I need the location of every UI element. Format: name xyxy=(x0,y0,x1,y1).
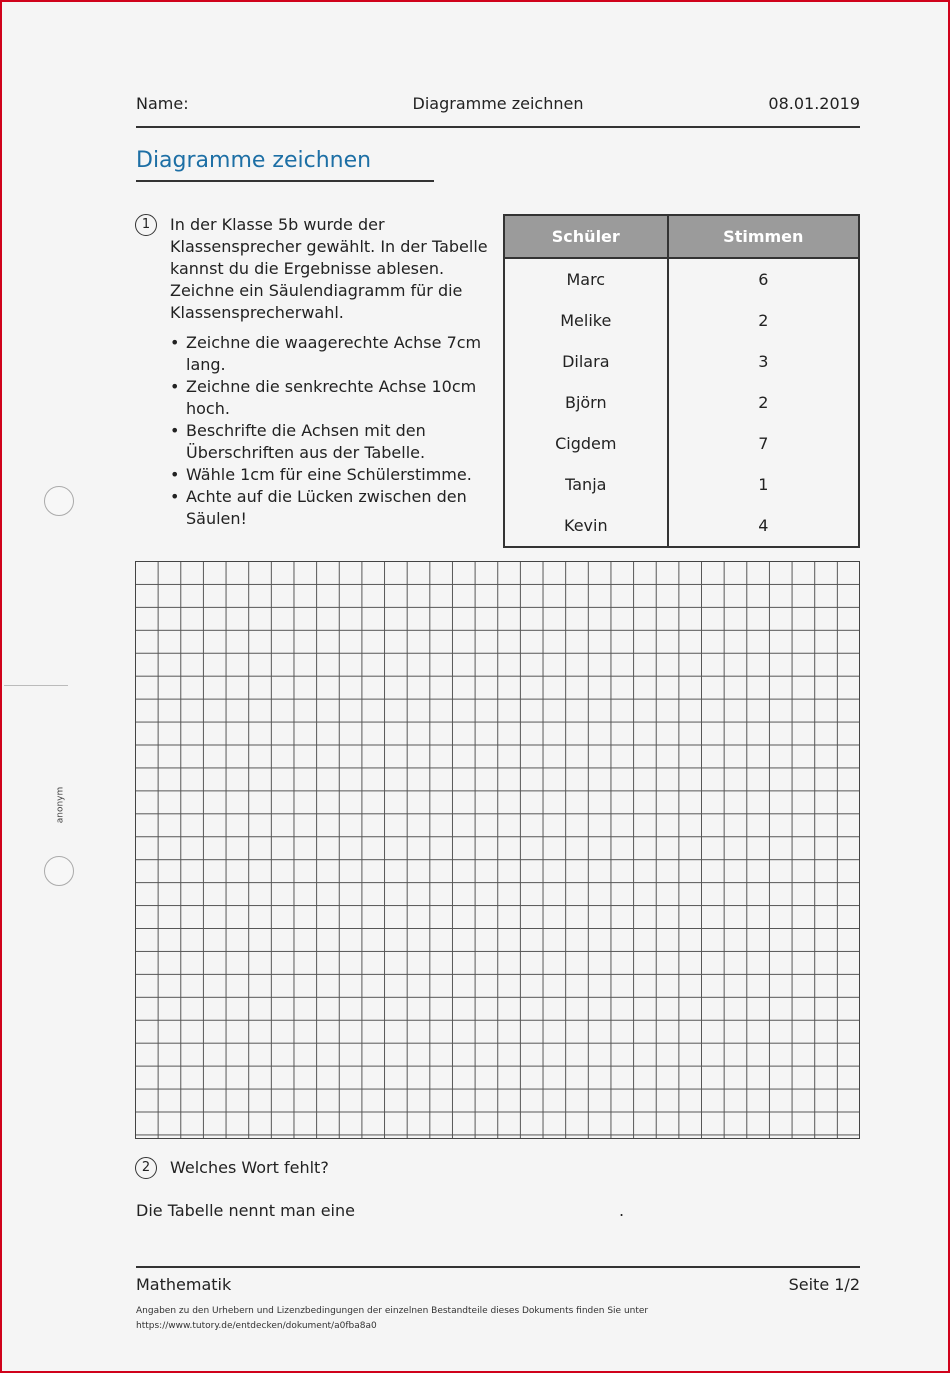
table-row xyxy=(504,382,859,423)
votes-table xyxy=(503,214,860,548)
task-2-question: Welches Wort fehlt? xyxy=(170,1158,329,1177)
page-header xyxy=(136,92,860,128)
name-label: Name: xyxy=(136,94,189,113)
table-cell: 2 xyxy=(668,382,859,423)
table-row xyxy=(504,258,859,300)
table-row xyxy=(504,505,859,547)
table-cell: 2 xyxy=(668,300,859,341)
task-1-bullets xyxy=(170,332,488,530)
table-cell: Kevin xyxy=(564,516,608,535)
punch-hole xyxy=(44,486,74,516)
drawing-grid xyxy=(135,561,860,1139)
table-cell: 1 xyxy=(668,464,859,505)
list-item: • Achte auf die Lücken zwischen den Säulen! xyxy=(186,486,488,530)
table-cell: Marc xyxy=(566,270,606,289)
table-cell: Melike xyxy=(560,311,612,330)
page-title: Diagramme zeichnen xyxy=(136,148,434,182)
table-row xyxy=(504,300,859,341)
header-date: 08.01.2019 xyxy=(768,94,860,113)
fold-mark xyxy=(4,685,68,686)
task-number-2: 2 xyxy=(135,1157,157,1179)
credits-link: https://www.tutory.de/entdecken/dokument/a0fba8a0 xyxy=(136,1321,377,1331)
fill-in-sentence: Die Tabelle nennt man eine xyxy=(136,1201,355,1220)
task-1 xyxy=(170,214,488,530)
footer-credits xyxy=(136,1304,648,1334)
table-cell: Cigdem xyxy=(555,434,617,453)
footer-page-number: Seite 1/2 xyxy=(788,1275,860,1294)
footer-divider xyxy=(136,1266,860,1268)
table-cell: 4 xyxy=(668,505,859,547)
task-1-intro: In der Klasse 5b wurde der Klassensprecher gewählt. In der Tabelle kannst du die Ergebnisse ablesen. Zeichne ein Säulendiagramm für die Klassensprecherwahl. xyxy=(170,215,488,322)
table-cell: Tanja xyxy=(565,475,607,494)
margin-label: anonym xyxy=(55,786,66,824)
header-title: Diagramme zeichnen xyxy=(412,94,584,113)
task-number-1: 1 xyxy=(135,214,157,236)
list-item: • Beschrifte die Achsen mit den Überschriften aus der Tabelle. xyxy=(186,420,488,464)
table-cell: 6 xyxy=(668,258,859,300)
footer-subject: Mathematik xyxy=(136,1275,232,1294)
table-cell: 3 xyxy=(668,341,859,382)
column-header-schueler: Schüler xyxy=(504,215,668,258)
fill-in-period: . xyxy=(619,1201,625,1220)
list-item: • Wähle 1cm für eine Schülerstimme. xyxy=(186,464,488,486)
list-item: • Zeichne die waagerechte Achse 7cm lang. xyxy=(186,332,488,376)
table-cell: 7 xyxy=(668,423,859,464)
list-item: • Zeichne die senkrechte Achse 10cm hoch. xyxy=(186,376,488,420)
column-header-stimmen: Stimmen xyxy=(668,215,859,258)
table-row xyxy=(504,464,859,505)
credits-line: Angaben zu den Urhebern und Lizenzbedingungen der einzelnen Bestandteile dieses Dokuments finden Sie unter xyxy=(136,1306,649,1316)
table-row xyxy=(504,341,859,382)
table-row xyxy=(504,423,859,464)
table-cell: Dilara xyxy=(562,352,610,371)
table-cell: Björn xyxy=(564,393,607,412)
punch-hole xyxy=(44,856,74,886)
